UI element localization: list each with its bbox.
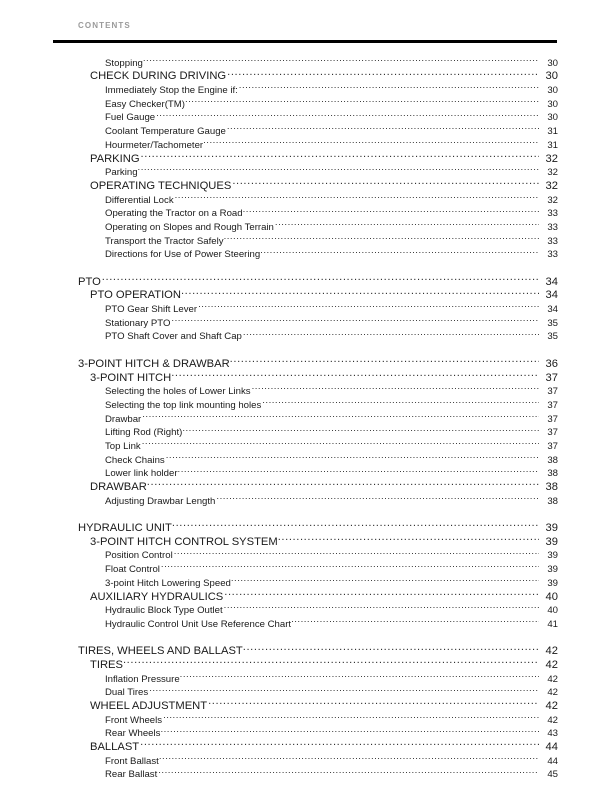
toc-entry[interactable] <box>0 394 612 411</box>
toc-entry-label: TIRES <box>90 658 123 671</box>
toc-entry-label: Selecting the holes of Lower Links <box>105 386 251 398</box>
toc-entry-label: Coolant Temperature Gauge <box>105 126 226 138</box>
toc-entry-page-number: 30 <box>547 57 558 69</box>
toc-entry[interactable] <box>0 422 612 439</box>
toc-entry-label: Hydraulic Block Type Outlet <box>105 605 223 617</box>
toc-dot-leader <box>156 107 539 121</box>
toc-entry-page-number: 39 <box>547 577 558 589</box>
toc-dot-leader <box>252 381 539 395</box>
toc-entry[interactable] <box>0 271 612 288</box>
toc-entry-page-number: 39 <box>545 522 558 535</box>
toc-entry-page-number: 39 <box>547 550 558 562</box>
toc-entry[interactable] <box>0 298 612 316</box>
toc-dot-leader <box>174 545 539 559</box>
toc-entry-page-number: 35 <box>547 331 558 343</box>
toc-dot-leader <box>224 230 539 244</box>
toc-entry[interactable] <box>0 764 612 781</box>
toc-entry-label: CHECK DURING DRIVING <box>90 70 227 83</box>
toc-entry-page-number: 34 <box>545 289 558 302</box>
toc-entry-label: 3-POINT HITCH & DRAWBAR <box>78 357 230 370</box>
toc-dot-leader <box>243 641 539 655</box>
toc-entry[interactable] <box>0 736 612 754</box>
toc-dot-leader <box>166 449 539 463</box>
toc-dot-leader <box>231 572 539 586</box>
toc-entry[interactable] <box>0 545 612 562</box>
toc-entry-page-number: 45 <box>547 769 558 781</box>
toc-entry-page-number: 42 <box>547 714 558 726</box>
toc-dot-leader <box>224 600 539 614</box>
toc-entry-page-number: 30 <box>547 98 558 110</box>
toc-dot-leader <box>185 93 539 107</box>
toc-entry-page-number: 38 <box>545 481 558 493</box>
table-of-contents <box>0 52 612 781</box>
toc-entry-page-number: 40 <box>547 605 558 617</box>
toc-entry-label: Top Link <box>105 440 141 452</box>
toc-entry[interactable] <box>0 203 612 220</box>
toc-dot-leader <box>102 271 539 285</box>
toc-entry[interactable] <box>0 572 612 589</box>
toc-entry[interactable] <box>0 148 612 165</box>
toc-dot-leader <box>275 216 539 230</box>
toc-dot-leader <box>232 175 539 189</box>
toc-entry[interactable] <box>0 107 612 124</box>
toc-entry-label: PTO <box>78 275 101 288</box>
toc-entry[interactable] <box>0 326 612 343</box>
toc-dot-leader <box>147 476 539 490</box>
toc-entry[interactable] <box>0 189 612 206</box>
toc-dot-leader <box>159 750 539 764</box>
toc-entry-label: Operating the Tractor on a Road <box>105 208 243 220</box>
toc-entry-page-number: 39 <box>545 535 558 548</box>
toc-entry-page-number: 33 <box>547 235 558 247</box>
toc-entry-page-number: 38 <box>547 468 558 480</box>
toc-dot-leader <box>138 162 539 176</box>
toc-entry-label: 3-point Hitch Lowering Speed <box>105 577 231 589</box>
toc-entry-page-number: 42 <box>545 645 558 658</box>
toc-dot-leader <box>172 517 539 531</box>
toc-entry[interactable] <box>0 408 612 425</box>
toc-dot-leader <box>227 66 539 80</box>
toc-entry[interactable] <box>0 586 612 603</box>
toc-dot-leader <box>243 203 539 217</box>
toc-entry-page-number: 31 <box>547 126 558 138</box>
toc-entry-label: Stationary PTO <box>105 317 171 329</box>
toc-entry-page-number: 32 <box>545 179 558 192</box>
toc-entry-page-number: 37 <box>547 413 558 425</box>
toc-entry-label: 3-POINT HITCH CONTROL SYSTEM <box>90 535 278 548</box>
toc-entry-label: HYDRAULIC UNIT <box>78 522 172 535</box>
toc-entry-label: Fuel Gauge <box>105 112 156 124</box>
toc-entry-label: PTO OPERATION <box>90 289 181 302</box>
toc-dot-leader <box>149 682 539 696</box>
toc-entry-page-number: 31 <box>547 139 558 151</box>
toc-dot-leader <box>182 422 539 436</box>
toc-entry-page-number: 30 <box>547 112 558 124</box>
toc-dot-leader <box>141 148 539 162</box>
toc-dot-leader <box>123 654 539 668</box>
toc-entry-page-number: 37 <box>547 399 558 411</box>
toc-entry[interactable] <box>0 750 612 767</box>
toc-entry-label: Position Control <box>105 550 173 562</box>
toc-entry-label: Front Ballast <box>105 755 159 767</box>
toc-entry-label: Inflation Pressure <box>105 673 180 685</box>
toc-entry-label: OPERATING TECHNIQUES <box>90 179 232 192</box>
toc-entry[interactable] <box>0 312 612 329</box>
page-header-label: CONTENTS <box>78 21 131 30</box>
toc-entry-page-number: 30 <box>547 85 558 97</box>
toc-entry[interactable] <box>0 531 612 548</box>
toc-entry-page-number: 42 <box>545 700 558 712</box>
toc-dot-leader <box>198 298 539 312</box>
toc-entry[interactable] <box>0 449 612 466</box>
toc-entry-page-number: 38 <box>547 454 558 466</box>
toc-entry-label: Hydraulic Control Unit Use Reference Chart <box>105 618 292 630</box>
toc-dot-leader <box>171 367 539 381</box>
toc-entry-label: Hourmeter/Tachometer <box>105 139 204 151</box>
toc-dot-leader <box>142 408 539 422</box>
toc-dot-leader <box>158 764 539 778</box>
toc-entry-label: Rear Ballast <box>105 769 158 781</box>
toc-entry-label: Immediately Stop the Engine if: <box>105 85 238 97</box>
toc-entry-page-number: 34 <box>545 275 558 288</box>
toc-entry[interactable] <box>0 435 612 452</box>
toc-entry-page-number: 33 <box>547 208 558 220</box>
toc-entry[interactable] <box>0 175 612 192</box>
toc-entry[interactable] <box>0 216 612 233</box>
toc-entry-label: WHEEL ADJUSTMENT <box>90 700 208 712</box>
toc-entry-label: Differential Lock <box>105 194 174 206</box>
toc-dot-leader <box>160 723 539 737</box>
toc-dot-leader <box>175 189 539 203</box>
toc-entry-page-number: 32 <box>547 194 558 206</box>
toc-entry[interactable] <box>0 668 612 685</box>
toc-entry-label: Operating on Slopes and Rough Terrain <box>105 221 274 233</box>
toc-entry-label: Float Control <box>105 564 160 576</box>
toc-entry-label: Lower link holder <box>105 468 178 480</box>
toc-entry-label: Check Chains <box>105 454 165 466</box>
toc-dot-leader <box>216 490 539 504</box>
toc-entry-page-number: 34 <box>547 304 558 316</box>
toc-entry-page-number: 42 <box>545 658 558 671</box>
toc-dot-leader <box>239 79 539 93</box>
toc-entry-label: PTO Shaft Cover and Shaft Cap <box>105 331 242 343</box>
toc-dot-leader <box>163 709 539 723</box>
toc-entry-page-number: 38 <box>547 495 558 507</box>
toc-entry-page-number: 40 <box>545 590 558 603</box>
toc-dot-leader <box>171 312 539 326</box>
toc-entry-label: BALLAST <box>90 741 140 754</box>
toc-entry[interactable] <box>0 134 612 151</box>
toc-dot-leader <box>208 695 539 709</box>
toc-entry-page-number: 32 <box>545 152 558 165</box>
toc-entry-label: Selecting the top link mounting holes <box>105 399 262 411</box>
toc-entry-page-number: 37 <box>547 386 558 398</box>
toc-entry[interactable] <box>0 600 612 617</box>
toc-entry-page-number: 41 <box>547 618 558 630</box>
toc-entry[interactable] <box>0 558 612 576</box>
toc-entry-page-number: 36 <box>545 357 558 370</box>
toc-entry[interactable] <box>0 230 612 247</box>
toc-entry-page-number: 44 <box>547 755 558 767</box>
toc-entry[interactable] <box>0 244 612 261</box>
toc-entry[interactable] <box>0 695 612 712</box>
toc-entry[interactable] <box>0 367 612 384</box>
toc-entry[interactable] <box>0 682 612 699</box>
toc-entry-label: AUXILIARY HYDRAULICS <box>90 590 224 603</box>
toc-entry[interactable] <box>0 79 612 97</box>
toc-entry[interactable] <box>0 654 612 671</box>
toc-dot-leader <box>262 394 539 408</box>
toc-dot-leader <box>291 613 539 627</box>
toc-entry-page-number: 44 <box>545 741 558 754</box>
toc-entry-label: Front Wheels <box>105 714 163 726</box>
toc-entry-page-number: 33 <box>547 249 558 261</box>
toc-entry-label: Stopping <box>105 57 143 69</box>
toc-dot-leader <box>180 668 539 682</box>
toc-entry-label: Transport the Tractor Safely <box>105 235 224 247</box>
toc-entry-label: PTO Gear Shift Lever <box>105 304 198 316</box>
toc-entry[interactable] <box>0 613 612 630</box>
toc-dot-leader <box>230 353 539 367</box>
toc-entry-label: PARKING <box>90 152 140 165</box>
toc-dot-leader <box>203 134 539 148</box>
toc-dot-leader <box>178 463 539 477</box>
toc-dot-leader <box>140 736 539 750</box>
toc-entry-page-number: 30 <box>545 70 558 83</box>
toc-entry-page-number: 43 <box>547 728 558 740</box>
toc-entry-page-number: 37 <box>547 427 558 439</box>
toc-dot-leader <box>143 52 539 66</box>
toc-entry[interactable] <box>0 517 612 535</box>
toc-entry-page-number: 32 <box>547 167 558 179</box>
toc-dot-leader <box>161 558 539 572</box>
header-divider-rule <box>53 40 557 43</box>
toc-entry-page-number: 37 <box>545 371 558 384</box>
toc-dot-leader <box>142 435 539 449</box>
toc-entry[interactable] <box>0 463 612 480</box>
toc-entry[interactable] <box>0 285 612 302</box>
toc-entry[interactable] <box>0 52 612 69</box>
toc-entry[interactable] <box>0 381 612 398</box>
toc-entry[interactable] <box>0 723 612 740</box>
toc-dot-leader <box>260 244 539 258</box>
toc-dot-leader <box>227 120 539 134</box>
toc-entry[interactable] <box>0 162 612 179</box>
toc-entry-page-number: 33 <box>547 221 558 233</box>
toc-entry[interactable] <box>0 490 612 507</box>
toc-dot-leader <box>224 586 539 600</box>
toc-entry-label: TIRES, WHEELS AND BALLAST <box>78 645 243 658</box>
toc-entry[interactable] <box>0 476 612 493</box>
toc-entry[interactable] <box>0 709 612 726</box>
toc-entry[interactable] <box>0 353 612 370</box>
toc-entry-label: 3-POINT HITCH <box>90 371 172 384</box>
toc-entry-label: Drawbar <box>105 413 142 425</box>
toc-entry-label: Easy Checker(TM) <box>105 98 185 110</box>
toc-entry-label: Dual Tires <box>105 687 149 699</box>
toc-entry-label: Parking <box>105 167 138 179</box>
toc-entry-page-number: 42 <box>547 673 558 685</box>
toc-dot-leader <box>278 531 539 545</box>
toc-entry-label: Lifting Rod (Right) <box>105 427 183 439</box>
toc-dot-leader <box>243 326 539 340</box>
toc-entry-page-number: 37 <box>547 440 558 452</box>
toc-entry-page-number: 35 <box>547 317 558 329</box>
toc-dot-leader <box>181 285 539 299</box>
toc-entry[interactable] <box>0 66 612 83</box>
toc-entry-label: Adjusting Drawbar Length <box>105 495 216 507</box>
toc-entry[interactable] <box>0 120 612 138</box>
toc-entry[interactable] <box>0 641 612 658</box>
toc-entry[interactable] <box>0 93 612 110</box>
toc-entry-page-number: 42 <box>547 687 558 699</box>
toc-entry-label: Directions for Use of Power Steering <box>105 249 261 261</box>
toc-entry-label: Rear Wheels <box>105 728 161 740</box>
toc-entry-label: DRAWBAR <box>90 481 147 493</box>
toc-entry-page-number: 39 <box>547 564 558 576</box>
